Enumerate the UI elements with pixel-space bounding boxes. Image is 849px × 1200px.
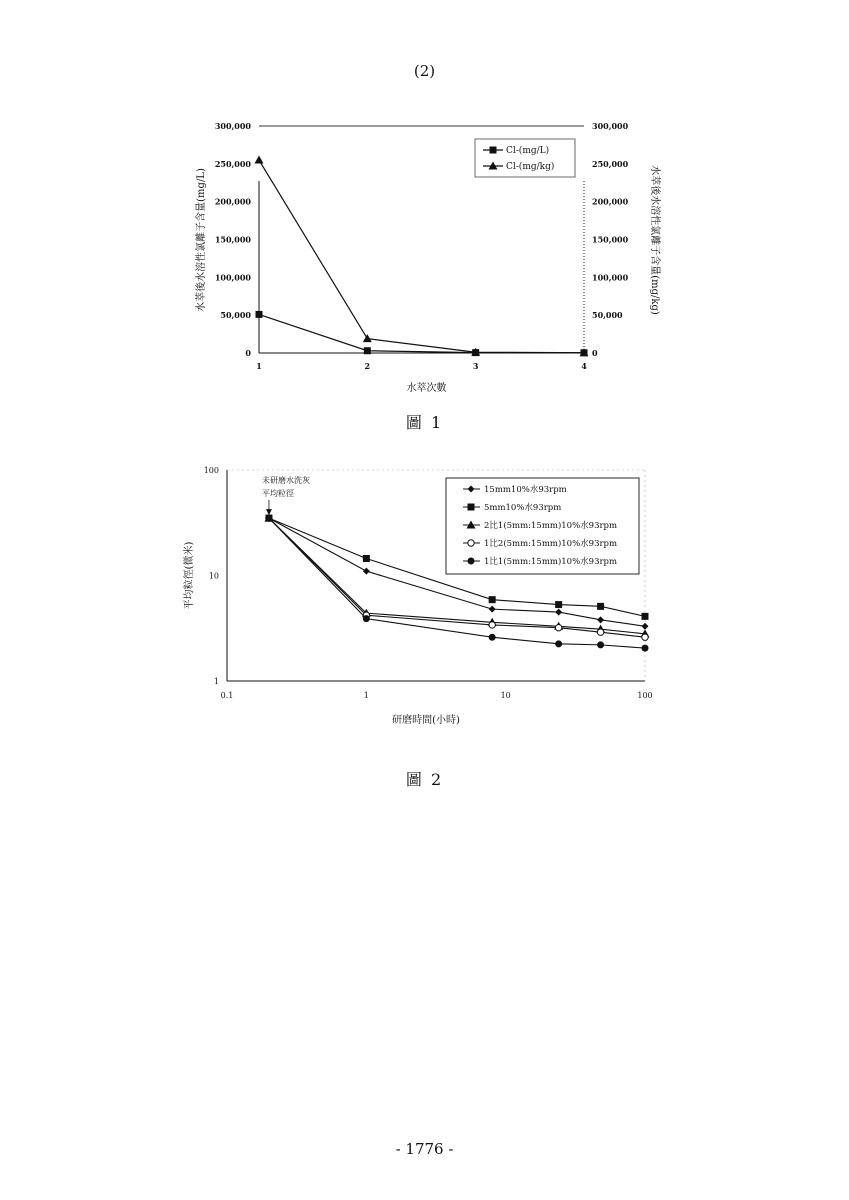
data-point xyxy=(256,311,263,318)
y-right-tick-label: 200,000 xyxy=(592,196,629,207)
y-left-tick-label: 100,000 xyxy=(214,272,251,283)
y-right-tick-label: 250,000 xyxy=(592,158,629,169)
x-tick-label: 1 xyxy=(363,691,369,700)
x-tick-label: 10 xyxy=(500,691,511,700)
y-left-tick-label: 300,000 xyxy=(214,121,251,131)
y-left-tick-label: 150,000 xyxy=(214,234,251,245)
legend-marker xyxy=(468,540,474,546)
legend-marker xyxy=(490,147,497,154)
page-number: - 1776 - xyxy=(395,1140,454,1158)
y-right-tick-label: 0 xyxy=(592,348,598,358)
y-right-axis-title: 水萃後水溶性氯離子含量(mg/kg) xyxy=(649,165,660,315)
data-point xyxy=(255,156,264,164)
y-left-tick-label: 0 xyxy=(245,348,251,358)
legend-marker xyxy=(468,558,475,565)
page-header: (2) xyxy=(413,62,436,80)
y-tick-label: 1 xyxy=(213,677,219,686)
data-point xyxy=(555,601,562,608)
x-tick-label: 0.1 xyxy=(220,691,234,700)
y-left-tick-label: 200,000 xyxy=(214,196,251,207)
data-point xyxy=(642,634,648,640)
data-point xyxy=(364,347,371,354)
y-left-axis-title: 水萃後水溶性氯離子含量(mg/L) xyxy=(196,168,207,312)
figure1-chart xyxy=(0,0,849,440)
y-right-tick-label: 300,000 xyxy=(592,121,629,131)
x-tick-label: 2 xyxy=(364,361,371,371)
y-left-tick-label: 50,000 xyxy=(220,310,251,321)
data-point xyxy=(265,515,272,522)
data-point xyxy=(597,629,603,635)
legend-label: 15mm10%水93rpm xyxy=(484,485,567,495)
x-axis-title: 水萃次數 xyxy=(406,383,447,394)
y-right-tick-label: 150,000 xyxy=(592,234,629,245)
legend-label: Cl-(mg/L) xyxy=(506,146,550,156)
figure2-chart xyxy=(0,440,849,740)
annotation-text: 平均粒徑 xyxy=(262,489,294,498)
data-point xyxy=(555,625,561,631)
x-axis-title: 研磨時間(小時) xyxy=(392,715,460,726)
data-point xyxy=(489,622,495,628)
series-line-2 xyxy=(259,160,584,353)
figure1-caption: 圖 1 xyxy=(405,413,444,432)
data-point xyxy=(363,568,370,575)
data-point xyxy=(597,641,604,648)
figure2-caption: 圖 2 xyxy=(405,770,444,789)
legend-label: 5mm10%水93rpm xyxy=(484,503,562,513)
y-left-tick-label: 250,000 xyxy=(214,158,251,169)
data-point xyxy=(489,606,496,613)
series-line-1 xyxy=(259,314,584,352)
legend-label: 1比1(5mm:15mm)10%水93rpm xyxy=(484,557,618,567)
x-tick-label: 4 xyxy=(581,361,587,371)
data-point xyxy=(642,645,649,652)
data-point xyxy=(642,623,649,630)
x-tick-label: 3 xyxy=(472,361,479,371)
x-tick-label: 1 xyxy=(256,361,262,371)
y-tick-label: 100 xyxy=(203,466,219,475)
x-tick-label: 100 xyxy=(637,691,653,700)
data-point xyxy=(489,634,496,641)
data-point xyxy=(597,616,604,623)
data-point xyxy=(489,596,496,603)
data-point xyxy=(597,603,604,610)
legend-label: Cl-(mg/kg) xyxy=(506,162,555,172)
data-point xyxy=(555,609,562,616)
y-right-tick-label: 50,000 xyxy=(592,310,623,321)
data-point xyxy=(555,640,562,647)
data-point xyxy=(363,615,370,622)
legend-label: 2比1(5mm:15mm)10%水93rpm xyxy=(484,521,618,531)
y-right-tick-label: 100,000 xyxy=(592,272,629,283)
data-point xyxy=(363,555,370,562)
data-point xyxy=(642,613,649,620)
legend-label: 1比2(5mm:15mm)10%水93rpm xyxy=(484,539,618,549)
annotation-text: 未研磨水洗灰 xyxy=(262,476,310,485)
y-tick-label: 10 xyxy=(208,571,219,581)
data-point xyxy=(363,334,372,342)
legend-marker xyxy=(468,504,475,511)
y-axis-title: 平均粒徑(微米) xyxy=(184,541,195,610)
